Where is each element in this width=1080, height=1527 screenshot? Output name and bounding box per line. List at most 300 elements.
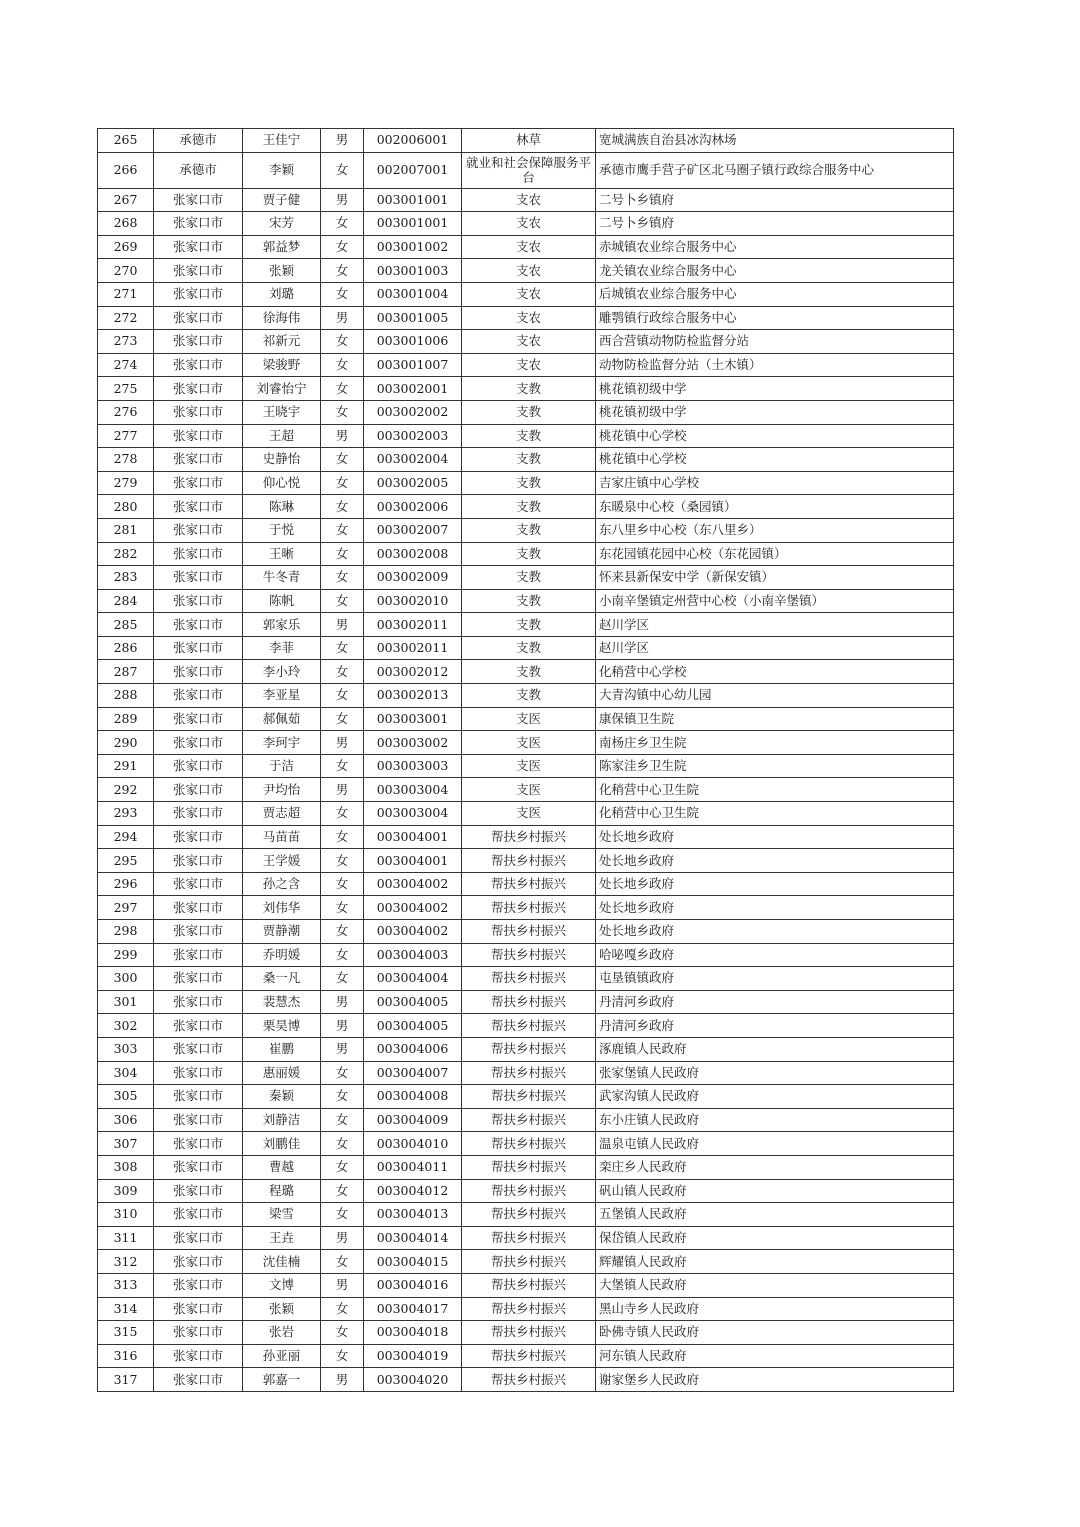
name-cell: 仰心悦	[243, 471, 321, 495]
table-row	[98, 495, 954, 519]
post-type-cell: 支教	[462, 589, 596, 613]
post-type-cell: 帮扶乡村振兴	[462, 1132, 596, 1156]
gender-cell: 女	[321, 707, 364, 731]
gender-cell: 女	[321, 448, 364, 472]
post-type-cell: 支医	[462, 778, 596, 802]
service-unit-cell: 五堡镇人民政府	[596, 1203, 954, 1227]
city-cell: 张家口市	[154, 754, 243, 778]
row-index-cell: 291	[98, 754, 154, 778]
row-index-cell: 279	[98, 471, 154, 495]
post-code-cell: 003003004	[364, 802, 462, 826]
name-cell: 于洁	[243, 754, 321, 778]
gender-cell: 女	[321, 920, 364, 944]
gender-cell: 女	[321, 1061, 364, 1085]
table-row	[98, 589, 954, 613]
service-unit-cell: 处长地乡政府	[596, 825, 954, 849]
city-cell: 承德市	[154, 129, 243, 153]
city-cell: 张家口市	[154, 589, 243, 613]
city-cell: 张家口市	[154, 330, 243, 354]
table-row	[98, 448, 954, 472]
table-row	[98, 707, 954, 731]
post-type-cell: 帮扶乡村振兴	[462, 1014, 596, 1038]
city-cell: 张家口市	[154, 1132, 243, 1156]
post-type-cell: 林草	[462, 129, 596, 153]
row-index-cell: 302	[98, 1014, 154, 1038]
post-code-cell: 003004016	[364, 1273, 462, 1297]
roster-sheet	[97, 128, 953, 1392]
name-cell: 裴慧杰	[243, 990, 321, 1014]
name-cell: 张岩	[243, 1321, 321, 1345]
city-cell: 张家口市	[154, 424, 243, 448]
table-row	[98, 306, 954, 330]
service-unit-cell: 卧佛寺镇人民政府	[596, 1321, 954, 1345]
gender-cell: 女	[321, 636, 364, 660]
row-index-cell: 282	[98, 542, 154, 566]
gender-cell: 女	[321, 896, 364, 920]
post-code-cell: 003004009	[364, 1108, 462, 1132]
city-cell: 张家口市	[154, 707, 243, 731]
post-code-cell: 003002011	[364, 613, 462, 637]
city-cell: 张家口市	[154, 471, 243, 495]
table-row	[98, 1085, 954, 1109]
post-code-cell: 003002001	[364, 377, 462, 401]
city-cell: 张家口市	[154, 400, 243, 424]
name-cell: 沈佳楠	[243, 1250, 321, 1274]
row-index-cell: 274	[98, 353, 154, 377]
post-code-cell: 003004002	[364, 896, 462, 920]
post-code-cell: 003004017	[364, 1297, 462, 1321]
post-code-cell: 003004004	[364, 967, 462, 991]
service-unit-cell: 黑山寺乡人民政府	[596, 1297, 954, 1321]
post-code-cell: 003003001	[364, 707, 462, 731]
city-cell: 张家口市	[154, 778, 243, 802]
gender-cell: 男	[321, 306, 364, 330]
gender-cell: 男	[321, 613, 364, 637]
name-cell: 宋芳	[243, 212, 321, 236]
table-row	[98, 849, 954, 873]
post-code-cell: 003002013	[364, 684, 462, 708]
gender-cell: 女	[321, 872, 364, 896]
gender-cell: 男	[321, 1368, 364, 1392]
city-cell: 张家口市	[154, 1014, 243, 1038]
service-unit-cell: 雕鹗镇行政综合服务中心	[596, 306, 954, 330]
table-row	[98, 1061, 954, 1085]
table-row	[98, 731, 954, 755]
post-code-cell: 003004003	[364, 943, 462, 967]
table-row	[98, 1203, 954, 1227]
name-cell: 郭家乐	[243, 613, 321, 637]
city-cell: 张家口市	[154, 967, 243, 991]
city-cell: 张家口市	[154, 377, 243, 401]
name-cell: 马苗苗	[243, 825, 321, 849]
post-type-cell: 帮扶乡村振兴	[462, 1273, 596, 1297]
table-row	[98, 518, 954, 542]
post-code-cell: 003001006	[364, 330, 462, 354]
post-type-cell: 支教	[462, 613, 596, 637]
post-type-cell: 支教	[462, 566, 596, 590]
service-unit-cell: 桃花镇初级中学	[596, 377, 954, 401]
table-row	[98, 1226, 954, 1250]
name-cell: 李珂宇	[243, 731, 321, 755]
name-cell: 程璐	[243, 1179, 321, 1203]
row-index-cell: 266	[98, 152, 154, 188]
gender-cell: 女	[321, 1132, 364, 1156]
row-index-cell: 286	[98, 636, 154, 660]
service-unit-cell: 丹清河乡政府	[596, 1014, 954, 1038]
gender-cell: 女	[321, 1344, 364, 1368]
table-row	[98, 660, 954, 684]
post-type-cell: 帮扶乡村振兴	[462, 1250, 596, 1274]
service-unit-cell: 东花园镇花园中心校（东花园镇）	[596, 542, 954, 566]
service-unit-cell: 小南辛堡镇定州营中心校（小南辛堡镇）	[596, 589, 954, 613]
name-cell: 桑一凡	[243, 967, 321, 991]
service-unit-cell: 辉耀镇人民政府	[596, 1250, 954, 1274]
row-index-cell: 287	[98, 660, 154, 684]
row-index-cell: 294	[98, 825, 154, 849]
row-index-cell: 300	[98, 967, 154, 991]
post-type-cell: 支教	[462, 684, 596, 708]
service-unit-cell: 屯垦镇镇政府	[596, 967, 954, 991]
row-index-cell: 309	[98, 1179, 154, 1203]
post-code-cell: 003001001	[364, 212, 462, 236]
name-cell: 贾志超	[243, 802, 321, 826]
row-index-cell: 312	[98, 1250, 154, 1274]
name-cell: 牛冬青	[243, 566, 321, 590]
name-cell: 王垚	[243, 1226, 321, 1250]
row-index-cell: 307	[98, 1132, 154, 1156]
service-unit-cell: 大青沟镇中心幼儿园	[596, 684, 954, 708]
row-index-cell: 276	[98, 400, 154, 424]
post-code-cell: 003004018	[364, 1321, 462, 1345]
post-code-cell: 003004011	[364, 1155, 462, 1179]
post-type-cell: 支教	[462, 660, 596, 684]
service-unit-cell: 陈家洼乡卫生院	[596, 754, 954, 778]
row-index-cell: 269	[98, 235, 154, 259]
row-index-cell: 278	[98, 448, 154, 472]
row-index-cell: 271	[98, 282, 154, 306]
row-index-cell: 275	[98, 377, 154, 401]
city-cell: 张家口市	[154, 1179, 243, 1203]
post-code-cell: 003001004	[364, 282, 462, 306]
gender-cell: 男	[321, 1014, 364, 1038]
gender-cell: 女	[321, 542, 364, 566]
name-cell: 乔明媛	[243, 943, 321, 967]
post-code-cell: 003004020	[364, 1368, 462, 1392]
table-row	[98, 613, 954, 637]
post-type-cell: 支医	[462, 754, 596, 778]
city-cell: 张家口市	[154, 542, 243, 566]
row-index-cell: 303	[98, 1037, 154, 1061]
city-cell: 张家口市	[154, 1203, 243, 1227]
service-unit-cell: 二号卜乡镇府	[596, 212, 954, 236]
post-code-cell: 003002012	[364, 660, 462, 684]
service-unit-cell: 张家堡镇人民政府	[596, 1061, 954, 1085]
gender-cell: 女	[321, 802, 364, 826]
post-type-cell: 帮扶乡村振兴	[462, 1203, 596, 1227]
city-cell: 张家口市	[154, 636, 243, 660]
table-row	[98, 424, 954, 448]
city-cell: 张家口市	[154, 282, 243, 306]
gender-cell: 女	[321, 1250, 364, 1274]
row-index-cell: 289	[98, 707, 154, 731]
gender-cell: 女	[321, 1108, 364, 1132]
table-row	[98, 330, 954, 354]
gender-cell: 女	[321, 684, 364, 708]
post-code-cell: 003003003	[364, 754, 462, 778]
gender-cell: 女	[321, 353, 364, 377]
name-cell: 尹均怡	[243, 778, 321, 802]
gender-cell: 女	[321, 377, 364, 401]
post-type-cell: 帮扶乡村振兴	[462, 896, 596, 920]
service-unit-cell: 桃花镇中心学校	[596, 424, 954, 448]
post-type-cell: 帮扶乡村振兴	[462, 1297, 596, 1321]
service-unit-cell: 桃花镇中心学校	[596, 448, 954, 472]
post-type-cell: 支教	[462, 377, 596, 401]
service-unit-cell: 保岱镇人民政府	[596, 1226, 954, 1250]
row-index-cell: 277	[98, 424, 154, 448]
post-code-cell: 003004014	[364, 1226, 462, 1250]
city-cell: 张家口市	[154, 1085, 243, 1109]
post-type-cell: 支农	[462, 282, 596, 306]
table-row	[98, 400, 954, 424]
post-code-cell: 003004002	[364, 872, 462, 896]
gender-cell: 女	[321, 400, 364, 424]
gender-cell: 女	[321, 235, 364, 259]
name-cell: 史静怡	[243, 448, 321, 472]
post-type-cell: 帮扶乡村振兴	[462, 1108, 596, 1132]
name-cell: 刘静洁	[243, 1108, 321, 1132]
service-unit-cell: 怀来县新保安中学（新保安镇）	[596, 566, 954, 590]
roster-body	[98, 129, 954, 1392]
name-cell: 陈帆	[243, 589, 321, 613]
gender-cell: 女	[321, 1321, 364, 1345]
post-code-cell: 003004007	[364, 1061, 462, 1085]
service-unit-cell: 处长地乡政府	[596, 896, 954, 920]
post-code-cell: 003002009	[364, 566, 462, 590]
service-unit-cell: 处长地乡政府	[596, 920, 954, 944]
name-cell: 孙亚丽	[243, 1344, 321, 1368]
post-code-cell: 003004013	[364, 1203, 462, 1227]
service-unit-cell: 赵川学区	[596, 613, 954, 637]
name-cell: 王晓宇	[243, 400, 321, 424]
table-row	[98, 1108, 954, 1132]
city-cell: 张家口市	[154, 1155, 243, 1179]
service-unit-cell: 宽城满族自治县冰沟林场	[596, 129, 954, 153]
row-index-cell: 316	[98, 1344, 154, 1368]
service-unit-cell: 西合营镇动物防检监督分站	[596, 330, 954, 354]
name-cell: 王超	[243, 424, 321, 448]
row-index-cell: 265	[98, 129, 154, 153]
city-cell: 张家口市	[154, 1061, 243, 1085]
name-cell: 李菲	[243, 636, 321, 660]
table-row	[98, 129, 954, 153]
service-unit-cell: 谢家堡乡人民政府	[596, 1368, 954, 1392]
table-row	[98, 636, 954, 660]
row-index-cell: 281	[98, 518, 154, 542]
table-row	[98, 1037, 954, 1061]
city-cell: 张家口市	[154, 731, 243, 755]
row-index-cell: 298	[98, 920, 154, 944]
name-cell: 王晰	[243, 542, 321, 566]
post-code-cell: 003004012	[364, 1179, 462, 1203]
gender-cell: 女	[321, 967, 364, 991]
name-cell: 郭嘉一	[243, 1368, 321, 1392]
post-type-cell: 帮扶乡村振兴	[462, 1179, 596, 1203]
city-cell: 张家口市	[154, 896, 243, 920]
table-row	[98, 825, 954, 849]
name-cell: 贾静潮	[243, 920, 321, 944]
city-cell: 张家口市	[154, 849, 243, 873]
row-index-cell: 310	[98, 1203, 154, 1227]
row-index-cell: 268	[98, 212, 154, 236]
service-unit-cell: 赤城镇农业综合服务中心	[596, 235, 954, 259]
city-cell: 张家口市	[154, 1321, 243, 1345]
gender-cell: 女	[321, 849, 364, 873]
service-unit-cell: 处长地乡政府	[596, 849, 954, 873]
post-code-cell: 003004002	[364, 920, 462, 944]
row-index-cell: 272	[98, 306, 154, 330]
name-cell: 惠丽媛	[243, 1061, 321, 1085]
post-type-cell: 支农	[462, 353, 596, 377]
post-type-cell: 帮扶乡村振兴	[462, 1368, 596, 1392]
city-cell: 张家口市	[154, 306, 243, 330]
name-cell: 刘鹏佳	[243, 1132, 321, 1156]
service-unit-cell: 温泉屯镇人民政府	[596, 1132, 954, 1156]
table-row	[98, 1321, 954, 1345]
name-cell: 徐海伟	[243, 306, 321, 330]
gender-cell: 男	[321, 1273, 364, 1297]
gender-cell: 男	[321, 424, 364, 448]
row-index-cell: 288	[98, 684, 154, 708]
table-row	[98, 1344, 954, 1368]
service-unit-cell: 处长地乡政府	[596, 872, 954, 896]
service-unit-cell: 大堡镇人民政府	[596, 1273, 954, 1297]
table-row	[98, 566, 954, 590]
city-cell: 张家口市	[154, 1226, 243, 1250]
city-cell: 张家口市	[154, 684, 243, 708]
city-cell: 张家口市	[154, 825, 243, 849]
gender-cell: 女	[321, 754, 364, 778]
city-cell: 张家口市	[154, 990, 243, 1014]
city-cell: 张家口市	[154, 802, 243, 826]
gender-cell: 女	[321, 660, 364, 684]
table-row	[98, 542, 954, 566]
service-unit-cell: 河东镇人民政府	[596, 1344, 954, 1368]
name-cell: 张颖	[243, 1297, 321, 1321]
name-cell: 王佳宁	[243, 129, 321, 153]
table-row	[98, 152, 954, 188]
row-index-cell: 293	[98, 802, 154, 826]
post-type-cell: 帮扶乡村振兴	[462, 1321, 596, 1345]
post-code-cell: 003004010	[364, 1132, 462, 1156]
city-cell: 张家口市	[154, 1297, 243, 1321]
city-cell: 张家口市	[154, 259, 243, 283]
row-index-cell: 315	[98, 1321, 154, 1345]
post-code-cell: 003004001	[364, 825, 462, 849]
post-type-cell: 帮扶乡村振兴	[462, 967, 596, 991]
table-row	[98, 377, 954, 401]
gender-cell: 女	[321, 495, 364, 519]
table-row	[98, 1297, 954, 1321]
city-cell: 张家口市	[154, 1108, 243, 1132]
row-index-cell: 301	[98, 990, 154, 1014]
row-index-cell: 296	[98, 872, 154, 896]
post-code-cell: 003004008	[364, 1085, 462, 1109]
service-unit-cell: 武家沟镇人民政府	[596, 1085, 954, 1109]
gender-cell: 女	[321, 212, 364, 236]
name-cell: 祁新元	[243, 330, 321, 354]
table-row	[98, 943, 954, 967]
post-code-cell: 003002008	[364, 542, 462, 566]
service-unit-cell: 涿鹿镇人民政府	[596, 1037, 954, 1061]
city-cell: 张家口市	[154, 235, 243, 259]
row-index-cell: 297	[98, 896, 154, 920]
table-row	[98, 754, 954, 778]
gender-cell: 男	[321, 129, 364, 153]
row-index-cell: 305	[98, 1085, 154, 1109]
city-cell: 张家口市	[154, 353, 243, 377]
table-row	[98, 188, 954, 212]
post-type-cell: 支农	[462, 306, 596, 330]
name-cell: 李亚星	[243, 684, 321, 708]
service-unit-cell: 矾山镇人民政府	[596, 1179, 954, 1203]
service-unit-cell: 康保镇卫生院	[596, 707, 954, 731]
roster-table	[97, 128, 954, 1392]
service-unit-cell: 栾庄乡人民政府	[596, 1155, 954, 1179]
city-cell: 张家口市	[154, 660, 243, 684]
service-unit-cell: 承德市鹰手营子矿区北马圈子镇行政综合服务中心	[596, 152, 954, 188]
post-code-cell: 003002005	[364, 471, 462, 495]
post-code-cell: 003001003	[364, 259, 462, 283]
post-type-cell: 支教	[462, 471, 596, 495]
table-row	[98, 990, 954, 1014]
post-type-cell: 支农	[462, 259, 596, 283]
name-cell: 孙之含	[243, 872, 321, 896]
city-cell: 张家口市	[154, 495, 243, 519]
row-index-cell: 267	[98, 188, 154, 212]
post-type-cell: 帮扶乡村振兴	[462, 1226, 596, 1250]
post-type-cell: 帮扶乡村振兴	[462, 1037, 596, 1061]
post-code-cell: 003001007	[364, 353, 462, 377]
post-code-cell: 003002011	[364, 636, 462, 660]
post-code-cell: 003002003	[364, 424, 462, 448]
post-type-cell: 支教	[462, 542, 596, 566]
table-row	[98, 1368, 954, 1392]
table-row	[98, 1155, 954, 1179]
row-index-cell: 314	[98, 1297, 154, 1321]
gender-cell: 女	[321, 1179, 364, 1203]
name-cell: 王学媛	[243, 849, 321, 873]
post-type-cell: 支教	[462, 495, 596, 519]
service-unit-cell: 东暖泉中心校（桑园镇）	[596, 495, 954, 519]
post-code-cell: 003002006	[364, 495, 462, 519]
gender-cell: 男	[321, 778, 364, 802]
post-type-cell: 帮扶乡村振兴	[462, 943, 596, 967]
table-row	[98, 259, 954, 283]
name-cell: 李颖	[243, 152, 321, 188]
row-index-cell: 290	[98, 731, 154, 755]
city-cell: 张家口市	[154, 448, 243, 472]
table-row	[98, 1132, 954, 1156]
post-code-cell: 003004019	[364, 1344, 462, 1368]
row-index-cell: 313	[98, 1273, 154, 1297]
post-type-cell: 支医	[462, 707, 596, 731]
service-unit-cell: 南杨庄乡卫生院	[596, 731, 954, 755]
city-cell: 张家口市	[154, 1037, 243, 1061]
name-cell: 李小玲	[243, 660, 321, 684]
gender-cell: 男	[321, 188, 364, 212]
post-code-cell: 003004005	[364, 990, 462, 1014]
